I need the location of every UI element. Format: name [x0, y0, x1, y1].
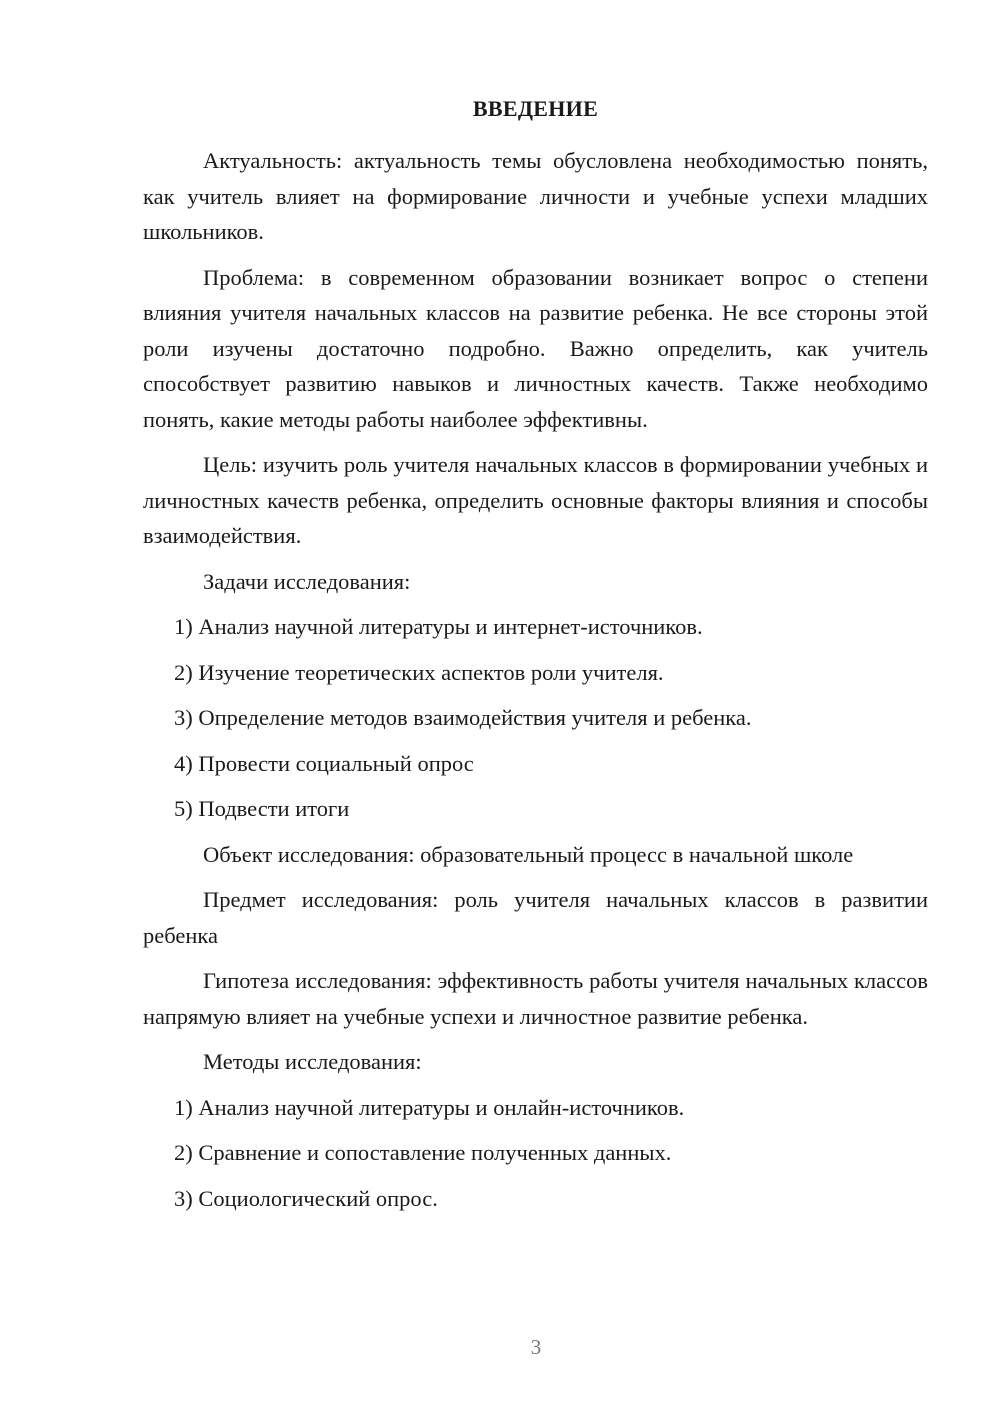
relevance-paragraph: Актуальность: актуальность темы обусловлена необходимостью понять, как учитель влияет на формирование личности и учебные успехи младших школьников. [143, 148, 928, 244]
task-item: 2) Изучение теоретических аспектов роли учителя. [174, 659, 664, 685]
method-item: 2) Сравнение и сопоставление полученных данных. [174, 1140, 672, 1165]
methods-heading: Методы исследования: [203, 1049, 422, 1074]
page-number: 3 [530, 1335, 542, 1359]
hypothesis-paragraph: Гипотеза исследования: эффективность работы учителя начальных классов напрямую влияет на учебные успехи и личностное развитие ребенка. [143, 968, 928, 1029]
method-item: 1) Анализ научной литературы и онлайн-источников. [174, 1094, 685, 1120]
document-page [143, 93, 928, 1226]
method-item: 3) Социологический опрос. [174, 1185, 438, 1211]
goal-paragraph: Цель: изучить роль учителя начальных классов в формировании учебных и личностных качеств ребенка, определить основные факторы влияния и способы взаимодействия. [143, 452, 928, 548]
task-item: 4) Провести социальный опрос [174, 750, 474, 776]
problem-paragraph: Проблема: в современном образовании возникает вопрос о степени влияния учителя начальных классов на развитие ребенка. Не все стороны этой роли изучены достаточно подробно. Важно определить, как учитель способствует развитию навыков и личностных качеств. Также необходимо понять, какие методы работы наиболее эффективны. [143, 264, 928, 432]
task-item: 3) Определение методов взаимодействия учителя и ребенка. [174, 705, 752, 730]
subject-paragraph: Предмет исследования: роль учителя начальных классов в развитии ребенка [143, 887, 928, 948]
object-paragraph: Объект исследования: образовательный процесс в начальной школе [203, 841, 854, 867]
task-item: 1) Анализ научной литературы и интернет-источников. [174, 614, 703, 639]
task-item: 5) Подвести итоги [174, 796, 350, 821]
document-title: ВВЕДЕНИЕ [472, 96, 599, 121]
tasks-heading: Задачи исследования: [203, 568, 411, 594]
